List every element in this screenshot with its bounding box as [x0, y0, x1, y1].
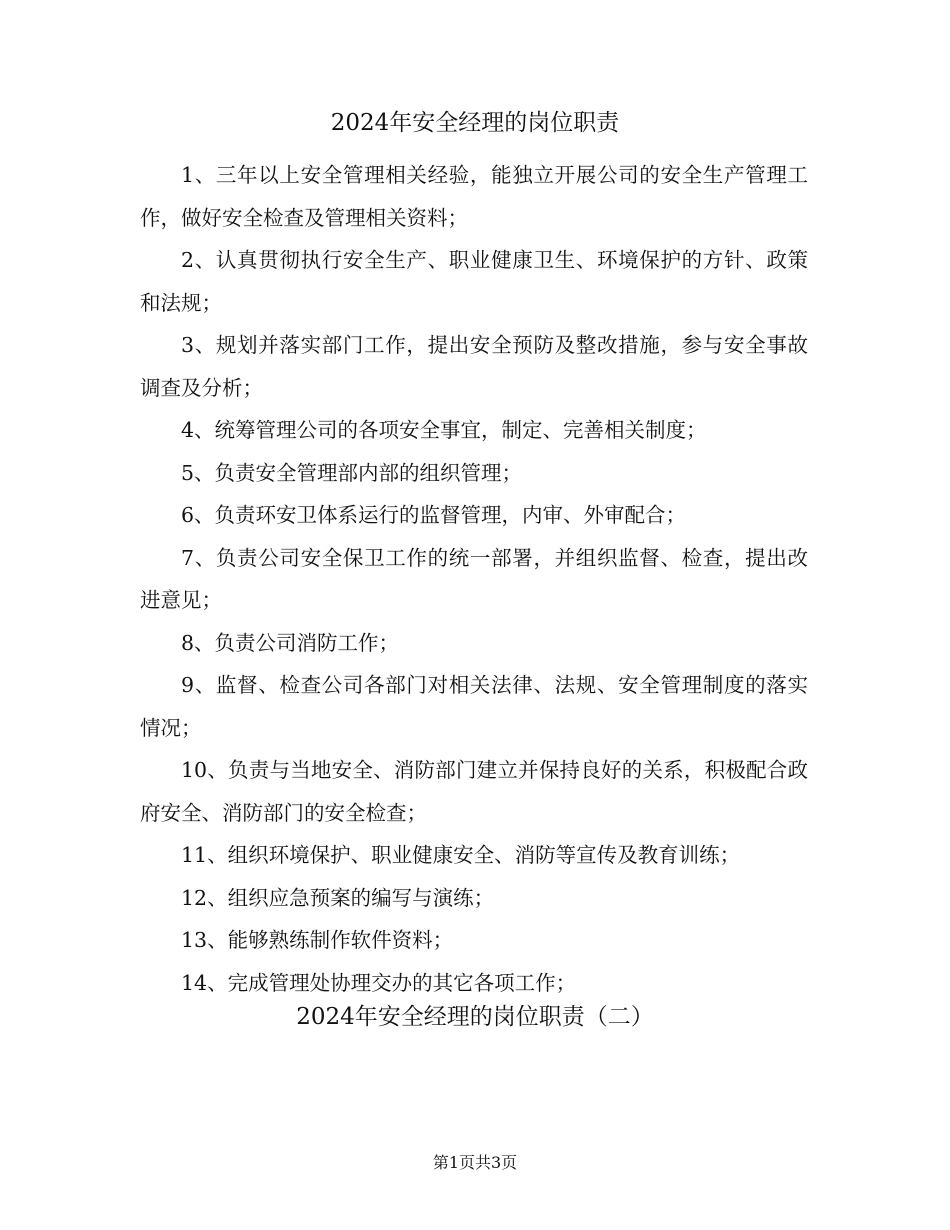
paragraph-11: 11、组织环境保护、职业健康安全、消防等宣传及教育训练； — [181, 843, 741, 867]
paragraph-2: 2、认真贯彻执行安全生产、职业健康卫生、环境保护的方针、政策和法规； — [140, 248, 808, 315]
paragraph-10: 10、负责与当地安全、消防部门建立并保持良好的关系，积极配合政府安全、消防部门的安全检查； — [140, 758, 808, 825]
paragraph-4: 4、统筹管理公司的各项安全事宜，制定、完善相关制度； — [181, 418, 707, 442]
paragraph-13: 13、能够熟练制作软件资料； — [181, 928, 454, 952]
paragraph-9: 9、监督、检查公司各部门对相关法律、法规、安全管理制度的落实情况； — [140, 673, 808, 740]
page-footer: 第1页共3页 — [432, 1153, 518, 1172]
paragraph-7: 7、负责公司安全保卫工作的统一部署，并组织监督、检查，提出改进意见； — [140, 545, 808, 612]
paragraph-5: 5、负责安全管理部内部的组织管理； — [181, 460, 523, 485]
document-title: 2024年安全经理的岗位职责 — [330, 110, 620, 136]
paragraph-8: 8、负责公司消防工作； — [181, 630, 400, 655]
paragraph-1: 1、三年以上安全管理相关经验，能独立开展公司的安全生产管理工作，做好安全检查及管理相关资料； — [140, 163, 808, 230]
document-body — [140, 154, 808, 1004]
paragraph-14: 14、完成管理处协理交办的其它各项工作； — [181, 970, 577, 995]
paragraph-6: 6、负责环安卫体系运行的监督管理，内审、外审配合； — [181, 503, 687, 527]
paragraph-3: 3、规划并落实部门工作，提出安全预防及整改措施，参与安全事故调查及分析； — [140, 333, 808, 400]
paragraph-12: 12、组织应急预案的编写与演练； — [181, 885, 495, 910]
section-subtitle: 2024年安全经理的岗位职责（二） — [296, 1004, 654, 1030]
